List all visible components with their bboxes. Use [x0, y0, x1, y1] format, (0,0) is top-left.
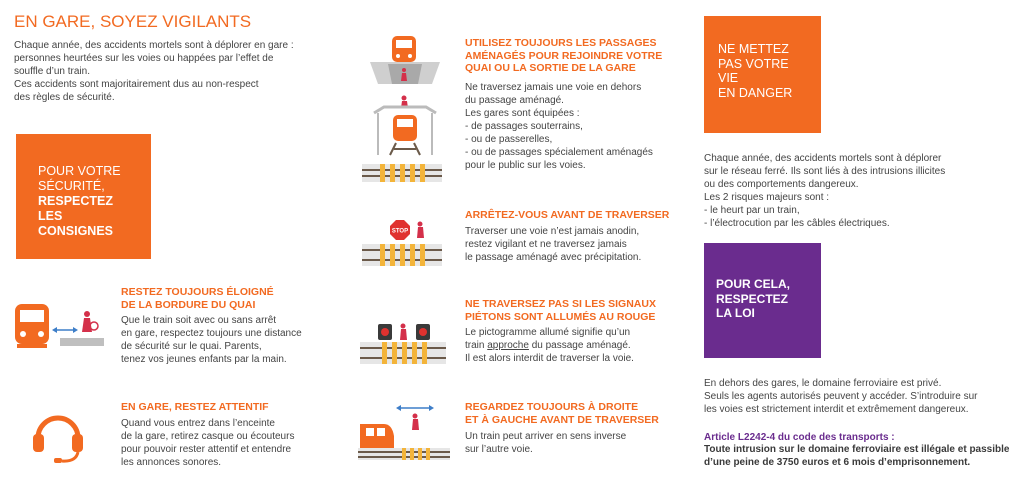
- stop-sign-text: STOP: [391, 228, 409, 235]
- item-text-passages: Ne traversez jamais une voie en dehors du passage aménagé. Les gares sont équipées : - de passages souterrains, - ou de passerelles, - ou de passages spécialement aménagés pour le public sur les voies.: [465, 82, 653, 171]
- stop-crossing-icon: [362, 218, 442, 270]
- item-text-signals: [465, 326, 634, 365]
- danger-text: Chaque année, des accidents mortels sont à déplorer sur le réseau ferré. Ils sont liés à des intrusions illicites ou des comportements dangereux. Les 2 risques majeurs sont : - le heurt par un train, - l’électrocution par les câbles électriques.: [704, 153, 946, 229]
- consignes-box-light: POUR VOTRE SÉCURITÉ,: [38, 164, 121, 193]
- item-title-stop: ARRÊTEZ-VOUS AVANT DE TRAVERSER: [465, 209, 670, 221]
- item-text-attentif: Quand vous entrez dans l’enceinte de la gare, retirez casque ou écouteurs pour pouvoir rester attentif et entendre les annonces sonores.: [121, 418, 295, 468]
- level-crossing-icon: [362, 160, 442, 186]
- headset-icon: [28, 404, 88, 464]
- item-text-signals-b: du passage aménagé. Il est alors interdit de traverser la voie.: [465, 340, 634, 364]
- danger-box: [704, 16, 821, 133]
- section-title: EN GARE, SOYEZ VIGILANTS: [14, 12, 252, 31]
- item-text-platform: Que le train soit avec ou sans arrêt en gare, respectez toujours une distance de sécurité sur le quai. Parents, tenez vos jeunes enfants par la main.: [121, 315, 302, 365]
- law-box-text: POUR CELA, RESPECTEZ LA LOI: [716, 277, 791, 320]
- item-title-attentif: EN GARE, RESTEZ ATTENTIF: [121, 401, 269, 413]
- consignes-box-bold: RESPECTEZ LES CONSIGNES: [38, 194, 114, 238]
- law-box: [704, 243, 821, 358]
- platform-distance-icon: [14, 302, 104, 360]
- item-title-passages: UTILISEZ TOUJOURS LES PASSAGES AMÉNAGÉS POUR REJOINDRE VOTRE QUAI OU LA SORTIE DE LA GARE: [465, 37, 663, 74]
- law-text: En dehors des gares, le domaine ferroviaire est privé. Seuls les agents autorisés peuvent y accéder. S’introduire sur les voies est strictement interdit et extrêmement dangereux.: [704, 378, 978, 415]
- item-title-platform: RESTEZ TOUJOURS ÉLOIGNÉ DE LA BORDURE DU QUAI: [121, 286, 274, 311]
- footbridge-icon: [372, 95, 438, 157]
- item-text-signals-underline: approche: [487, 340, 529, 351]
- underground-passage-icon: [370, 34, 440, 89]
- item-title-signals: NE TRAVERSEZ PAS SI LES SIGNAUX PIÉTONS SONT ALLUMÉS AU ROUGE: [465, 298, 656, 323]
- danger-box-text: NE METTEZ PAS VOTRE VIE EN DANGER: [718, 42, 793, 100]
- item-title-look: REGARDEZ TOUJOURS À DROITE ET À GAUCHE AVANT DE TRAVERSER: [465, 401, 659, 426]
- intro-text: Chaque année, des accidents mortels sont à déplorer en gare : personnes heurtées sur les voies ou happées par l’effet de souffle d’un train. Ces accidents sont majoritairement dus au non-respect des règles de sécurité.: [14, 40, 294, 103]
- look-both-ways-icon: [358, 404, 450, 460]
- consignes-box: [16, 134, 151, 259]
- pedestrian-signal-icon: [360, 322, 446, 366]
- article-text: Toute intrusion sur le domaine ferroviaire est illégale et passible d’une peine de 3750 euros et 6 mois d’emprisonnement.: [704, 444, 1010, 468]
- item-text-look: Un train peut arriver en sens inverse sur l’autre voie.: [465, 431, 627, 455]
- item-text-stop: Traverser une voie n’est jamais anodin, restez vigilant et ne traversez jamais le passage aménagé avec précipitation.: [465, 226, 642, 263]
- item-text-signals-a: Le pictogramme allumé signifie qu’un train: [465, 327, 631, 351]
- article-title: Article L2242-4 du code des transports :: [704, 432, 895, 443]
